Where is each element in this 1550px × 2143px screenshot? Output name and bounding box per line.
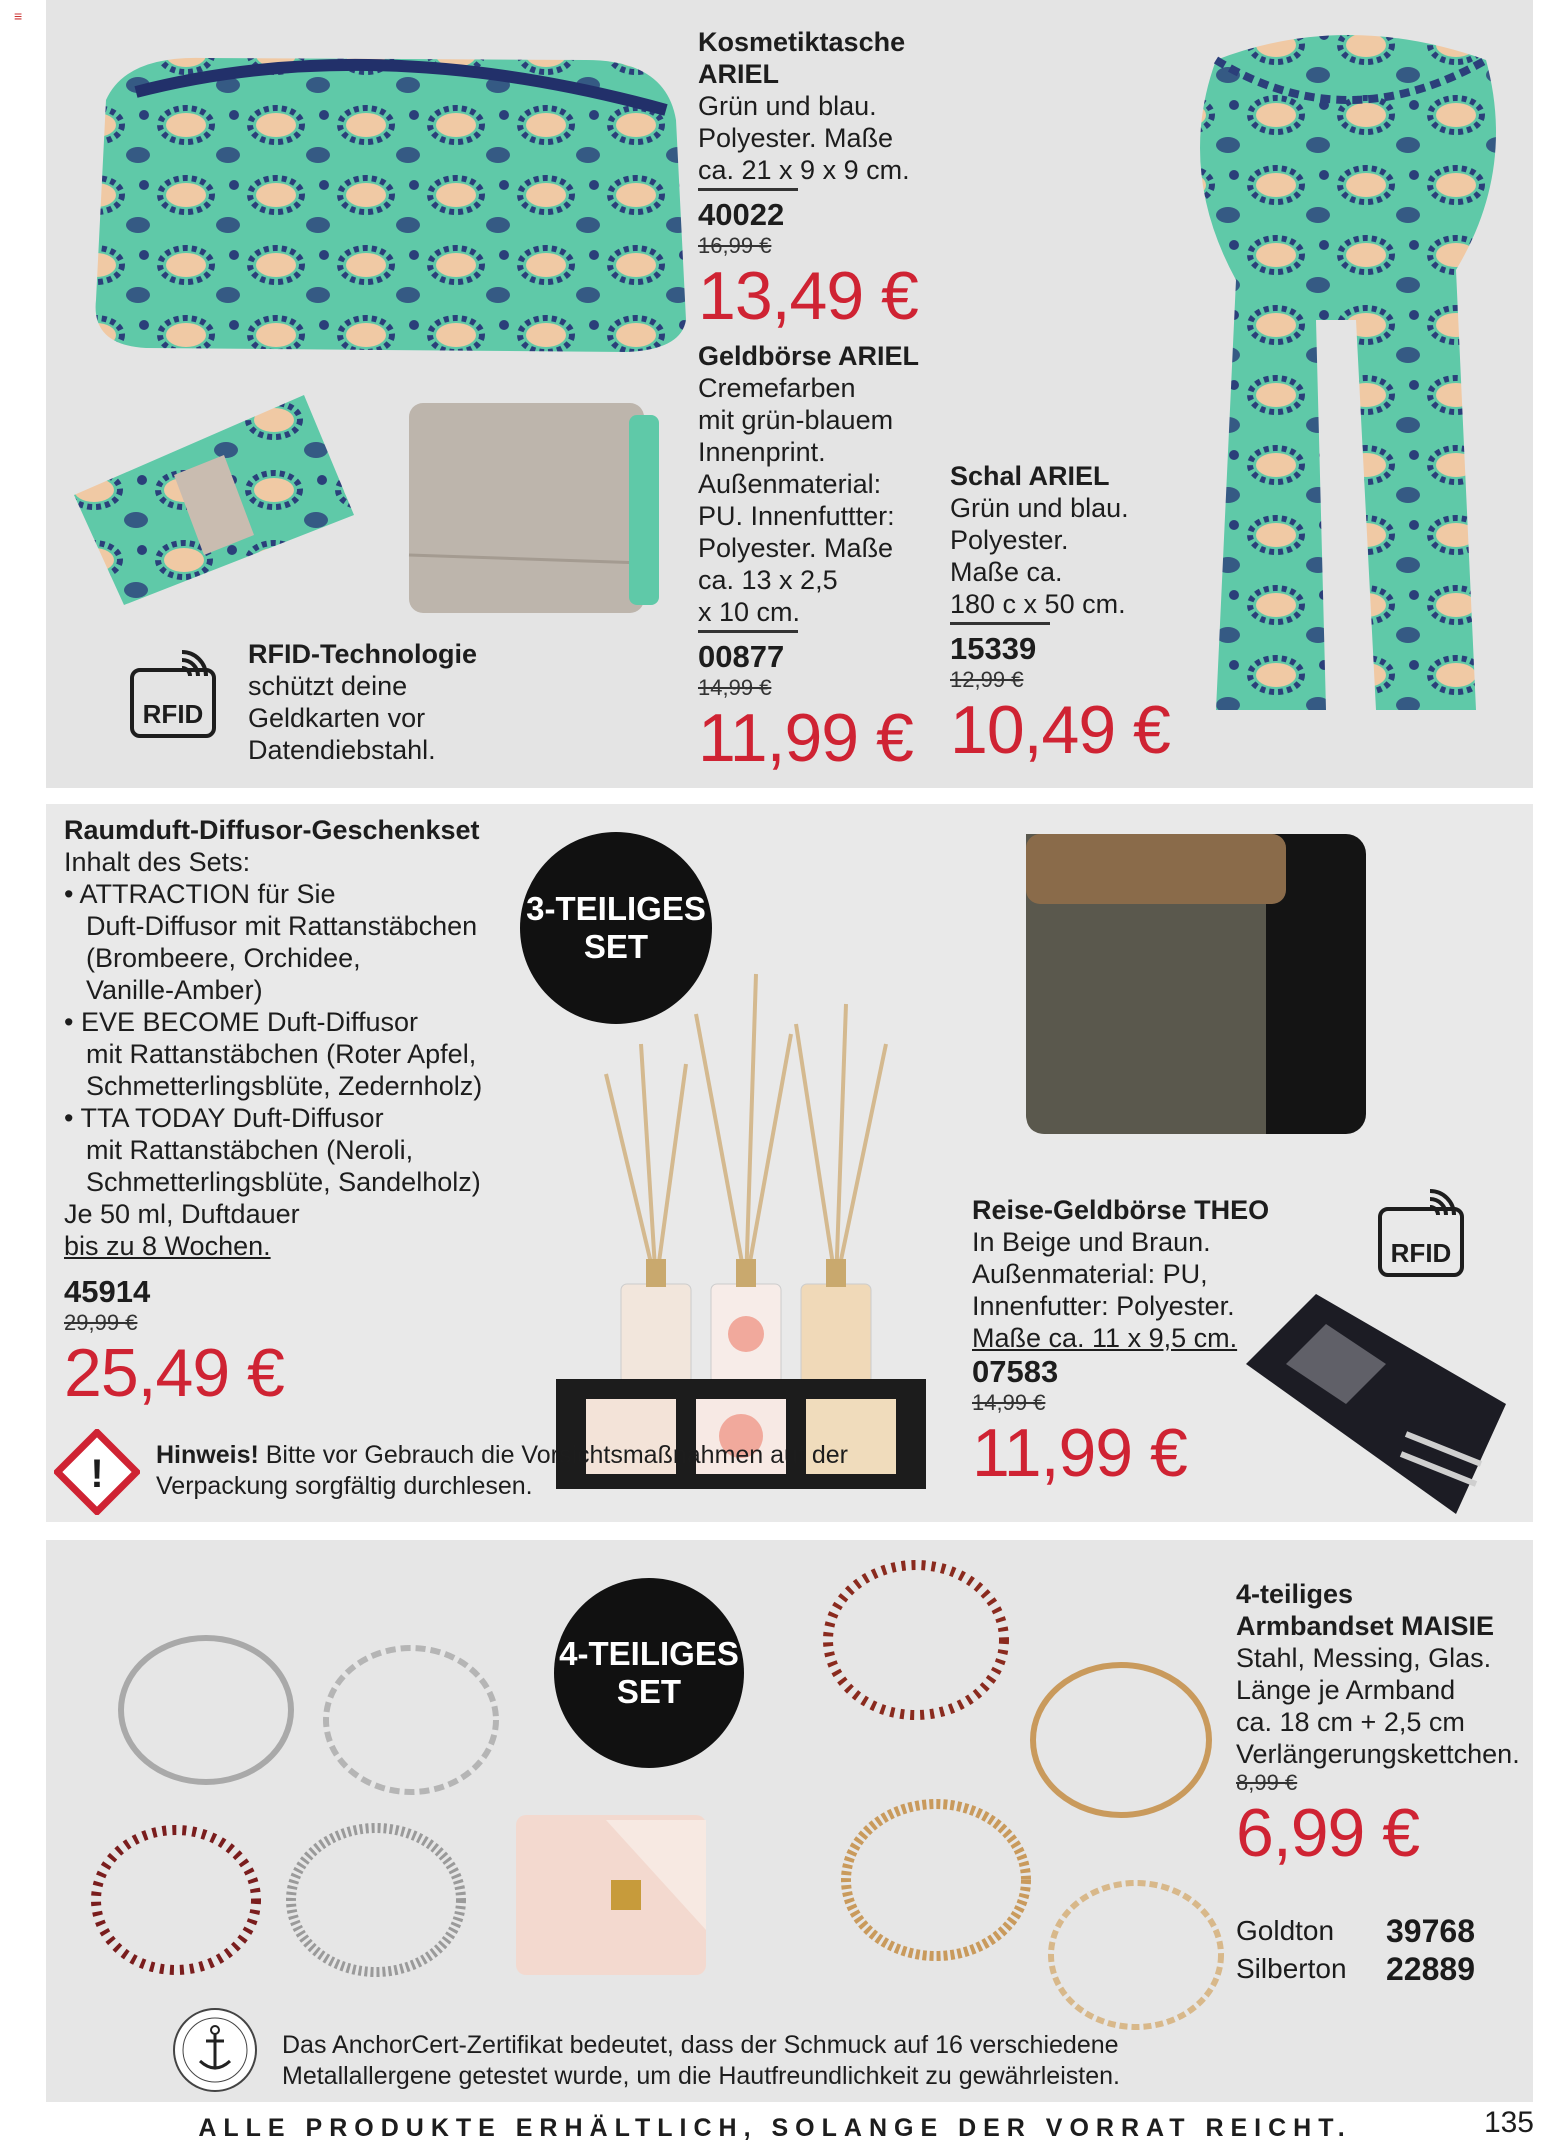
footer-disclaimer: ALLE PRODUKTE ERHÄLTLICH, SOLANGE DER VORRAT REICHT. <box>198 2114 1352 2142</box>
cosmetic-bag-desc-1: Grün und blau. <box>698 91 877 121</box>
bracelet-info <box>1236 1578 1520 1870</box>
three-piece-badge-line-1: 3-TEILIGES <box>526 890 706 927</box>
diffuser-bullet-2-line-3: Schmetterlingsblüte, Zedernholz) <box>86 1071 483 1101</box>
travel-wallet-article: 07583 <box>972 1354 1059 1389</box>
warning-icon <box>54 1429 140 1515</box>
diffuser-after-2: bis zu 8 Wochen. <box>64 1231 271 1261</box>
rfid-note-line-3: Datendiebstahl. <box>248 735 436 765</box>
diffuser-bullet-1-line-3: (Brombeere, Orchidee, <box>86 943 361 973</box>
hint-bold: Hinweis! <box>156 1441 259 1469</box>
scarf-info <box>950 460 1170 767</box>
anchorcert-seal-icon <box>170 2005 260 2095</box>
svg-text:!: ! <box>90 1452 104 1496</box>
hint-line-2: Verpackung sorgfältig durchlesen. <box>156 1472 533 1500</box>
wallet-ariel-desc-1: Cremefarben <box>698 373 856 403</box>
variant-silver-name: Silberton <box>1236 1953 1347 1984</box>
scarf-article: 15339 <box>950 631 1037 666</box>
wallet-ariel-desc-8: x 10 cm. <box>698 597 801 627</box>
wallet-ariel-desc-2: mit grün-blauem <box>698 405 894 435</box>
cosmetic-bag-old-price: 16,99 € <box>698 233 772 258</box>
anchorcert-line-2: Metallallergene getestet wurde, um die Hautfreundlichkeit zu gewährleisten. <box>282 2062 1120 2090</box>
bracelet-desc-2: Länge je Armband <box>1236 1675 1456 1705</box>
bracelet-old-price: 8,99 € <box>1236 1770 1298 1795</box>
variant-gold-name: Goldton <box>1236 1915 1335 1946</box>
cosmetic-bag-desc-2: Polyester. Maße <box>698 123 894 153</box>
wallet-ariel-old-price: 14,99 € <box>698 675 772 700</box>
scarf-desc-4: 180 c x 50 cm. <box>950 589 1126 619</box>
diffuser-bullet-3-line-1: • TTA TODAY Duft-Diffusor <box>64 1103 384 1133</box>
diffuser-bullet-1-line-1: • ATTRACTION für Sie <box>64 879 336 909</box>
rfid-icon-label: RFID <box>1390 1238 1452 1268</box>
travel-wallet-desc-1: In Beige und Braun. <box>972 1227 1211 1257</box>
travel-wallet-desc-3: Innenfutter: Polyester. <box>972 1291 1235 1321</box>
travel-wallet-desc-4: Maße ca. 11 x 9,5 cm. <box>972 1323 1238 1353</box>
diffuser-bullet-3-line-2: mit Rattanstäbchen (Neroli, <box>86 1135 414 1165</box>
scarf-title: Schal ARIEL <box>950 461 1110 491</box>
rfid-icon <box>128 650 218 740</box>
bracelet-panel <box>46 1540 1533 2102</box>
bracelet-desc-3: ca. 18 cm + 2,5 cm <box>1236 1707 1465 1737</box>
wallet-ariel-desc-5: PU. Innenfuttter: <box>698 501 895 531</box>
divider <box>698 630 798 633</box>
variant-silver-code: 22889 <box>1386 1951 1475 1987</box>
divider <box>698 188 798 191</box>
wallet-ariel-desc-3: Innenprint. <box>698 437 826 467</box>
wallet-ariel-article: 00877 <box>698 639 785 674</box>
cosmetic-bag-image <box>66 30 696 370</box>
rfid-icon <box>1376 1189 1466 1279</box>
wallet-ariel-closed-image <box>404 395 664 625</box>
rfid-note-line-2: Geldkarten vor <box>248 703 426 733</box>
header-mark: ≡ <box>14 8 23 24</box>
wallet-ariel-desc-4: Außenmaterial: <box>698 469 882 499</box>
diffuser-bullet-1-line-2: Duft-Diffusor mit Rattanstäbchen <box>86 911 478 941</box>
hint-text <box>156 1440 848 1502</box>
wallet-ariel-price: 11,99 € <box>698 700 913 776</box>
wallet-ariel-desc-6: Polyester. Maße <box>698 533 894 563</box>
cosmetic-bag-title-2: ARIEL <box>698 59 779 89</box>
diffuser-bullet-3-line-3: Schmetterlingsblüte, Sandelholz) <box>86 1167 481 1197</box>
diffuser-info <box>64 814 482 1410</box>
cosmetic-bag-article: 40022 <box>698 197 785 232</box>
variant-row-gold <box>1236 1912 1475 1950</box>
cosmetic-bag-info <box>698 26 918 333</box>
travel-wallet-info <box>972 1194 1269 1490</box>
scarf-desc-1: Grün und blau. <box>950 493 1129 523</box>
rfid-note-line-1: schützt deine <box>248 671 408 701</box>
scarf-old-price: 12,99 € <box>950 667 1024 692</box>
cosmetic-bag-title-1: Kosmetiktasche <box>698 27 906 57</box>
wallet-ariel-open-image <box>64 395 364 605</box>
four-piece-badge-line-1: 4-TEILIGES <box>559 1635 739 1672</box>
diffuser-price: 25,49 € <box>64 1335 284 1411</box>
diffuser-intro: Inhalt des Sets: <box>64 847 251 877</box>
scarf-price: 10,49 € <box>950 692 1170 768</box>
diffuser-bullet-3 <box>64 1102 482 1198</box>
diffuser-bullet-1 <box>64 878 482 1006</box>
bracelet-desc-1: Stahl, Messing, Glas. <box>1236 1643 1492 1673</box>
wallet-ariel-title: Geldbörse ARIEL <box>698 341 920 371</box>
variant-gold-code: 39768 <box>1386 1913 1475 1949</box>
bracelet-title-1: 4-teiliges <box>1236 1579 1354 1609</box>
scarf-desc-2: Polyester. <box>950 525 1069 555</box>
four-piece-badge-line-2: SET <box>616 1673 682 1710</box>
diffuser-wallet-panel <box>46 804 1533 1522</box>
page-number: 135 <box>1483 2106 1534 2139</box>
diffuser-bullet-2-line-1: • EVE BECOME Duft-Diffusor <box>64 1007 419 1037</box>
divider <box>950 622 1050 625</box>
cosmetic-bag-price: 13,49 € <box>698 258 918 334</box>
wallet-ariel-desc-7: ca. 13 x 2,5 <box>698 565 838 595</box>
bracelet-variants <box>1236 1912 1475 1988</box>
bracelet-price: 6,99 € <box>1236 1795 1420 1871</box>
bracelet-title-2: Armbandset MAISIE <box>1236 1611 1495 1641</box>
bracelet-desc-4: Verlängerungskettchen. <box>1236 1739 1520 1769</box>
rfid-note <box>248 638 477 766</box>
scarf-image <box>1156 20 1536 720</box>
variant-row-silver <box>1236 1950 1475 1988</box>
diffuser-article: 45914 <box>64 1274 151 1309</box>
hint-line-1: Bitte vor Gebrauch die Vorsichtsmaßnahmen auf der <box>258 1441 848 1469</box>
diffuser-title: Raumduft-Diffusor-Geschenkset <box>64 815 480 845</box>
rfid-note-title: RFID-Technologie <box>248 639 477 669</box>
travel-wallet-title: Reise-Geldbörse THEO <box>972 1195 1270 1225</box>
diffuser-bullet-2 <box>64 1006 482 1102</box>
three-piece-badge-line-2: SET <box>583 928 649 965</box>
travel-wallet-price: 11,99 € <box>972 1415 1187 1491</box>
wallet-ariel-info <box>698 340 919 775</box>
cosmetic-bag-desc-3: ca. 21 x 9 x 9 cm. <box>698 155 910 185</box>
travel-wallet-closed-image <box>1016 814 1396 1154</box>
travel-wallet-old-price: 14,99 € <box>972 1390 1046 1415</box>
diffuser-bullet-2-line-2: mit Rattanstäbchen (Roter Apfel, <box>86 1039 477 1069</box>
diffuser-old-price: 29,99 € <box>64 1310 138 1335</box>
travel-wallet-desc-2: Außenmaterial: PU, <box>972 1259 1208 1289</box>
accessories-panel <box>46 0 1533 788</box>
diffuser-bullet-1-line-4: Vanille-Amber) <box>86 975 263 1005</box>
anchorcert-note <box>282 2030 1120 2092</box>
scarf-desc-3: Maße ca. <box>950 557 1063 587</box>
diffuser-after-1: Je 50 ml, Duftdauer <box>64 1199 300 1229</box>
travel-wallet-open-image <box>1236 1284 1516 1514</box>
diffuser-set-image <box>546 954 946 1494</box>
rfid-icon-label: RFID <box>142 699 204 729</box>
four-piece-set-badge <box>554 1578 744 1768</box>
anchorcert-line-1: Das AnchorCert-Zertifikat bedeutet, dass der Schmuck auf 16 verschiedene <box>282 2031 1119 2059</box>
